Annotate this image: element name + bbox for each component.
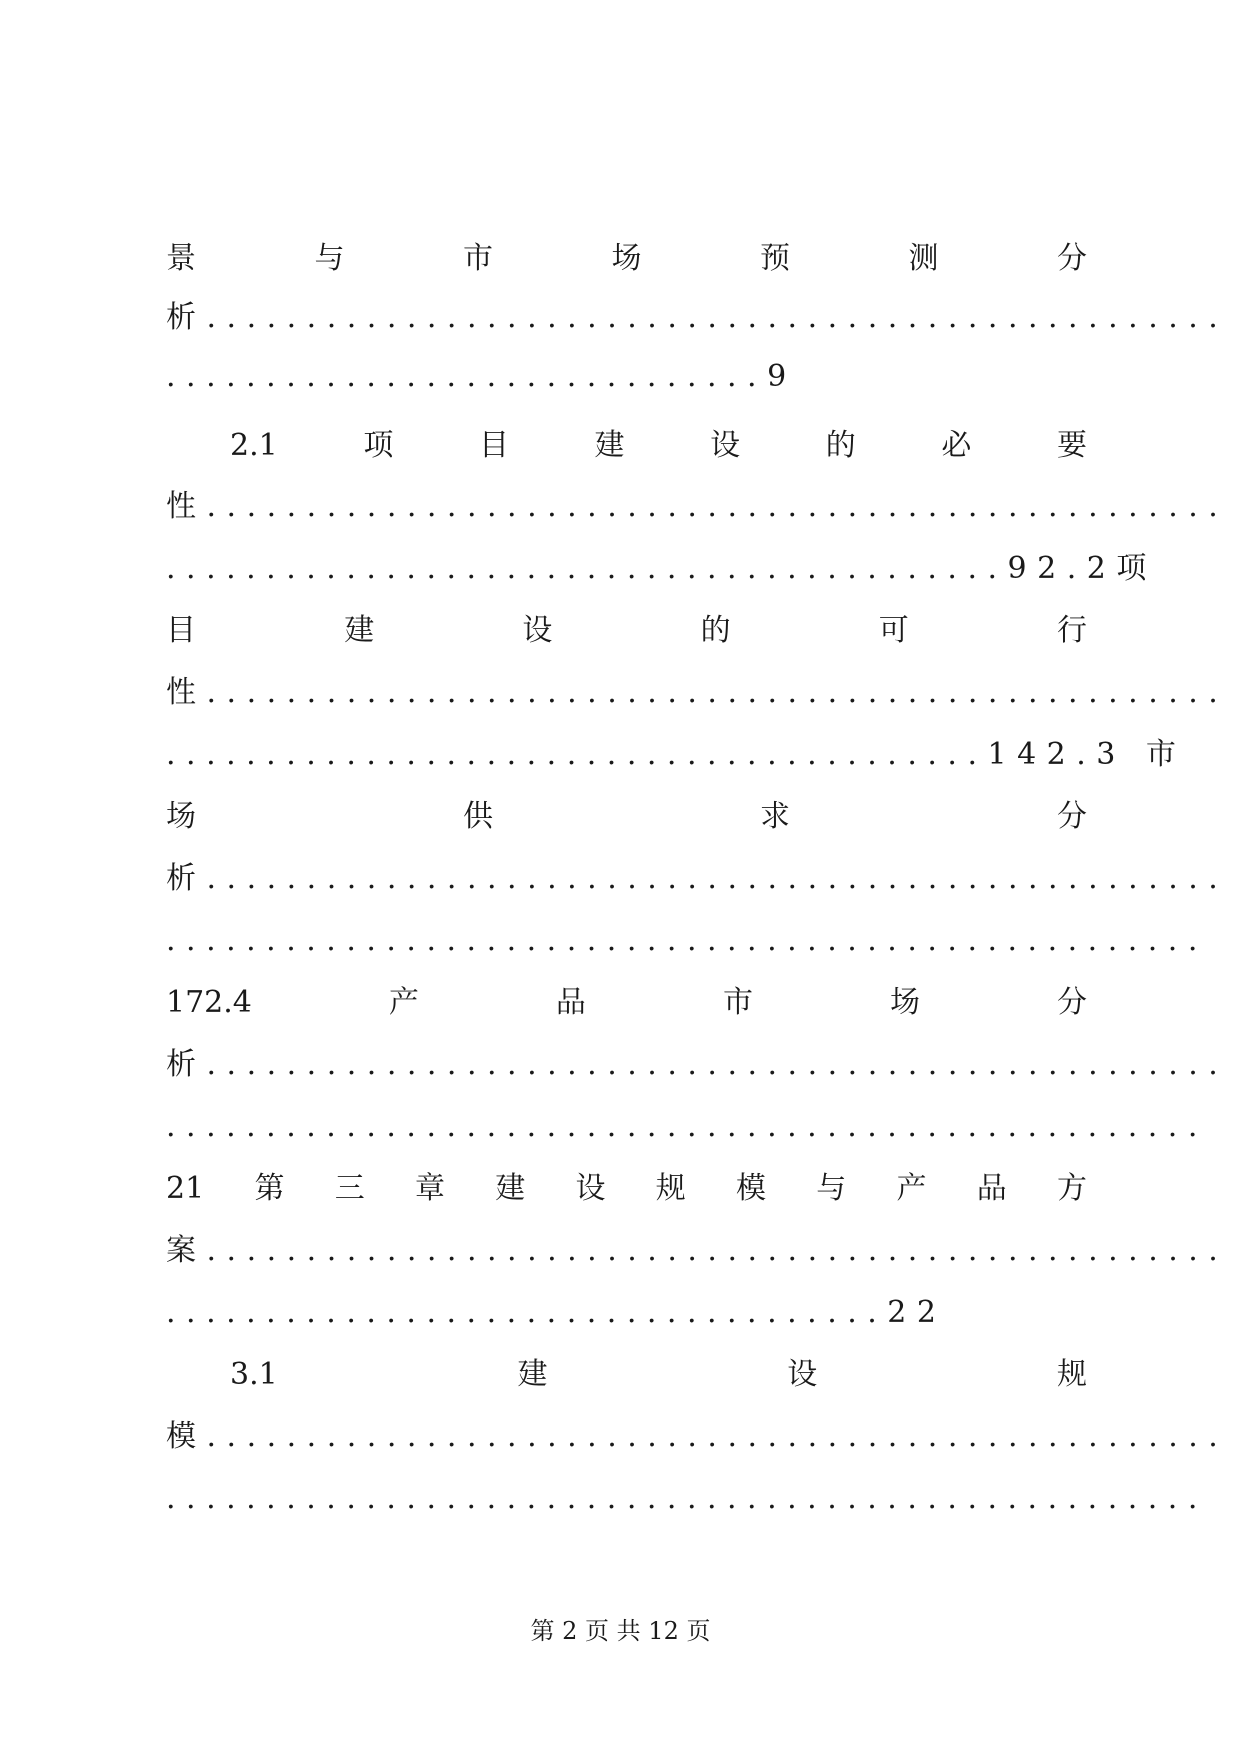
toc-token: 模 <box>735 1171 766 1206</box>
toc-token: 第 <box>254 1171 285 1206</box>
toc-token: 规 <box>655 1171 686 1206</box>
toc-token: 场 <box>611 241 642 276</box>
toc-line-leader: 性................................................... <box>166 489 1229 524</box>
toc-line <box>230 1353 1087 1397</box>
toc-token: 产 <box>388 985 419 1020</box>
toc-line <box>166 1167 1087 1211</box>
toc-line <box>166 609 1087 653</box>
toc-token: 的 <box>700 613 731 648</box>
toc-token: 建 <box>495 1171 526 1206</box>
toc-line <box>230 424 1087 468</box>
toc-token: 市 <box>722 985 753 1020</box>
toc-token: 与 <box>816 1171 847 1206</box>
toc-line <box>166 981 1087 1025</box>
toc-token: 行 <box>1056 613 1087 648</box>
toc-token: 目 <box>478 428 509 463</box>
toc-token: 要 <box>1056 428 1087 463</box>
toc-token: 建 <box>344 613 375 648</box>
toc-line-leader: 模................................................... <box>166 1419 1229 1454</box>
toc-token: 品 <box>976 1171 1007 1206</box>
toc-line-leader: .........................................142.3 市 <box>166 737 1187 772</box>
toc-token: 产 <box>896 1171 927 1206</box>
toc-line <box>166 237 1087 281</box>
toc-line-leader: 析................................................... <box>166 300 1229 335</box>
toc-token: 21 <box>166 1171 205 1206</box>
toc-token: 项 <box>363 428 394 463</box>
toc-token: 2.1 <box>230 428 278 463</box>
toc-token: 与 <box>314 241 345 276</box>
toc-token: 预 <box>760 241 790 276</box>
toc-token: 求 <box>760 799 790 834</box>
toc-line-leader: .................................................... <box>166 1481 1208 1516</box>
toc-line <box>166 795 1087 839</box>
toc-token: 设 <box>787 1357 818 1392</box>
toc-token: 分 <box>1056 985 1087 1020</box>
toc-token: 建 <box>594 428 625 463</box>
toc-token: 设 <box>522 613 553 648</box>
toc-token: 分 <box>1057 799 1087 834</box>
toc-token: 场 <box>889 985 920 1020</box>
page-footer: 第 2 页 共 12 页 <box>530 1617 711 1645</box>
toc-line-leader: 案................................................... <box>166 1233 1229 1268</box>
toc-line-leader: 性................................................... <box>166 675 1229 710</box>
toc-line-leader: .................................................... <box>166 1109 1208 1144</box>
toc-line-leader: ..........................................92.2项 <box>166 551 1157 586</box>
toc-token: 品 <box>555 985 586 1020</box>
toc-token: 供 <box>463 799 493 834</box>
toc-token: 设 <box>575 1171 606 1206</box>
toc-token: 设 <box>710 428 741 463</box>
toc-token: 分 <box>1057 241 1087 276</box>
toc-token: 目 <box>166 613 196 648</box>
toc-token: 的 <box>825 428 856 463</box>
toc-token: 测 <box>908 241 939 276</box>
toc-token: 可 <box>878 613 909 648</box>
toc-token: 市 <box>463 241 493 276</box>
toc-token: 三 <box>334 1171 365 1206</box>
toc-token: 建 <box>517 1357 548 1392</box>
toc-token: 场 <box>166 799 196 834</box>
toc-token: 方 <box>1056 1171 1087 1206</box>
toc-token: 规 <box>1056 1357 1087 1392</box>
toc-line-leader: 析................................................... <box>166 1047 1229 1082</box>
toc-line-leader: 析................................................... <box>166 861 1229 896</box>
toc-token: 景 <box>166 241 196 276</box>
toc-token: 必 <box>941 428 972 463</box>
toc-token: 章 <box>414 1171 445 1206</box>
toc-token: 172.4 <box>166 985 252 1020</box>
toc-line-leader: .................................................... <box>166 923 1208 958</box>
toc-token: 3.1 <box>230 1357 278 1392</box>
toc-line-leader: ....................................22 <box>166 1295 947 1330</box>
toc-line-leader: ..............................9 <box>166 359 797 394</box>
